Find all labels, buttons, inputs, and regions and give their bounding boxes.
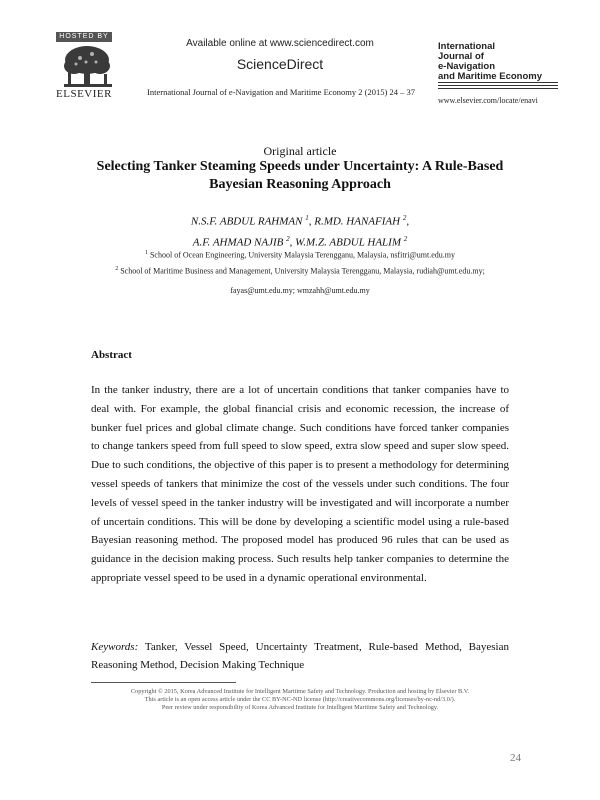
journal-citation: International Journal of e-Navigation and Maritime Economy 2 (2015) 24 – 37 xyxy=(147,87,415,97)
footnote-rule xyxy=(91,682,236,683)
article-type: Original article xyxy=(263,144,337,158)
article-title-line: Bayesian Reasoning Approach xyxy=(209,177,391,192)
affiliation-marker: 1 xyxy=(144,250,148,256)
affiliation-emails: fayas@umt.edu.my; wmzahh@umt.edu.my xyxy=(230,286,370,295)
author-line xyxy=(100,231,500,252)
author-affiliation-marker: 2 xyxy=(403,234,408,243)
author-affiliation-marker: 2 xyxy=(286,234,290,243)
abstract-heading: Abstract xyxy=(91,349,132,361)
author-separator: , xyxy=(289,236,296,249)
available-online-text: Available online at www.sciencedirect.com xyxy=(186,38,374,49)
author-affiliation-marker: 2 xyxy=(402,214,407,222)
author-name: A.F. AHMAD NAJIB xyxy=(192,236,284,249)
author-separator: , xyxy=(308,215,315,228)
journal-decorative-lines xyxy=(438,82,558,90)
copyright-line: Copyright © 2015, Korea Advanced Institute for Intelligent Maritime Safety and Technology. Production and hosting by Elsevier B.V. xyxy=(130,688,470,695)
affiliation-2 xyxy=(60,266,540,276)
abstract-body: In the tanker industry, there are a lot of uncertain conditions that tanker companies have to deal with. For example, the global financial crisis and economic recession, the increase of bunker fuel prices and global climate change. Such conditions have forced tanker companies to change tankers speed from full speed to slow speed, extra slow speed and super slow speed. Due to such conditions, the objective of this paper is to present a methodology for determining vessel speeds of tankers that minimize the cost of the vessels under such conditions. The four levels of vessel speed in the tanker industry will be investigated and will incorporate a number of uncertain conditions. This will be done by developing a scientific model using a rule-based Bayesian reasoning method. The proposed model has produced 96 rules that can be used as guidance in the decision making process. Such results help tanker companies to determine the appropriate vessel speed to be used in a dynamic operational environmental. xyxy=(91,384,509,584)
sciencedirect-title: ScienceDirect xyxy=(236,56,324,72)
hosted-by-banner: HOSTED BY xyxy=(56,32,112,42)
keywords-label: Keywords: xyxy=(91,641,139,653)
journal-title-block xyxy=(438,42,568,82)
keywords xyxy=(91,638,509,674)
journal-url[interactable]: www.elsevier.com/locate/enavi xyxy=(438,96,538,105)
journal-title-line: International xyxy=(438,41,496,52)
author-name: R.MD. HANAFIAH xyxy=(314,215,401,228)
copyright-notice xyxy=(100,688,500,712)
affiliation-text: School of Ocean Engineering, University Malaysia Terengganu, Malaysia, nsfitri@umt.edu.my xyxy=(149,250,456,260)
keywords-text: Tanker, Vessel Speed, Uncertainty Treatment, Rule-based Method, Bayesian Reasoning Method, Decision Making Technique xyxy=(91,641,509,671)
author-separator: , xyxy=(406,215,410,228)
copyright-line: This article is an open access article under the CC BY-NC-ND license (http://creativecommons.org/licenses/by-nc-nd/3.0/). xyxy=(144,696,456,703)
author-line xyxy=(100,210,500,231)
affiliation-text: School of Maritime Business and Management, University Malaysia Terengganu, Malaysia, rudiah@umt.edu.my; xyxy=(120,266,485,276)
affiliation-marker: 2 xyxy=(115,266,119,272)
elsevier-wordmark: ELSEVIER xyxy=(56,88,112,100)
article-title-line: Selecting Tanker Steaming Speeds under Uncertainty: A Rule-Based xyxy=(96,159,504,174)
author-affiliation-marker: 1 xyxy=(305,214,309,222)
journal-title-line: and Maritime Economy xyxy=(438,71,542,82)
journal-title-line: Journal of xyxy=(438,51,484,62)
author-name: W.M.Z. ABDUL HALIM xyxy=(295,236,401,249)
copyright-line: Peer review under responsibility of Korea Advanced Institute for Intelligent Maritime Safety and Technology. xyxy=(161,704,439,711)
journal-title-line: e-Navigation xyxy=(438,61,496,72)
author-name: N.S.F. ABDUL RAHMAN xyxy=(190,215,303,228)
author-list xyxy=(100,210,500,251)
page-number: 24 xyxy=(510,752,521,764)
affiliation-1 xyxy=(60,250,540,260)
article-title xyxy=(60,158,540,194)
